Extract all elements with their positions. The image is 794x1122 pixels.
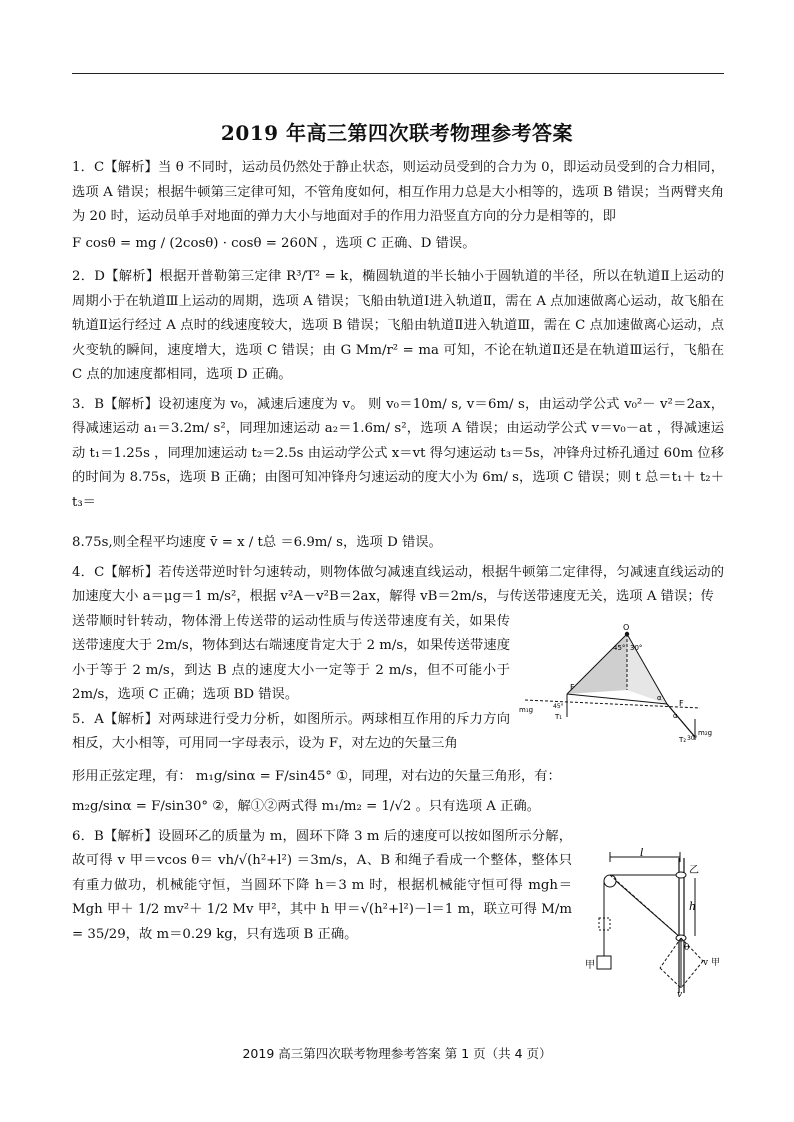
fig1-label-t1: T₁ xyxy=(555,713,563,721)
fig2-label-yi: 乙 xyxy=(689,865,699,876)
fig2-label-theta: θ xyxy=(684,943,690,953)
fig1-label-m2g: m₂g xyxy=(698,729,713,737)
force-diagram-figure xyxy=(515,622,715,752)
answer-5-line2: 形用正弦定理，有： m₁g/sinα = F/sin45° ①，同理，对右边的矢量三角形，有： xyxy=(72,768,561,784)
fig1-label-o: O xyxy=(623,623,630,632)
answer-4-text: 4．C【解析】若传送带逆时针匀速转动，则物体做匀减速直线运动，根据牛顿第二定律得，匀减速直线运动的加速度大小 a＝μg＝1 m/s²，根据 v²A－v²B＝2ax，解得 vB＝2m/s，与传送带速度无关，选项 A 错误；传 xyxy=(72,564,724,604)
fig2-label-v: v xyxy=(677,990,683,998)
answer-1-text: 1．C【解析】当 θ 不同时，运动员仍然处于静止状态，则运动员受到的合力为 0，即运动员受到的合力相同，选项 A 错误；根据牛顿第三定律可知，不管角度如何，相互作用力总是大小相等的，选项 B 错误；当两臂夹角为 20 时，运动员单手对地面的弹力大小与地面对手的作用力沿竖直方向的分力是相等的，即 xyxy=(72,160,724,224)
answer-3-tail: 8.75s,则全程平均速度 v̄ = x / t总 ＝6.9m/ s，选项 D 错误。 xyxy=(72,535,442,550)
fig1-label-30b: 30° xyxy=(687,735,698,742)
answer-5-text: 5．A【解析】对两球进行受力分析，如图所示。两球相互作用的斥力方向相反，大小相等，可用同一字母表示，设为 F，对左边的矢量三角 xyxy=(72,711,510,751)
fig1-label-m1g: m₁g xyxy=(519,706,534,714)
answer-2-text: 2．D【解析】根据开普勒第三定律 R³/T² = k，椭圆轨道的半长轴小于圆轨道的半径，所以在轨道Ⅱ上运动的周期小于在轨道Ⅲ上运动的周期，选项 A 错误；飞船由轨道Ⅰ进入轨道Ⅱ，需在 A 点加速做离心运动，故飞船在轨道Ⅱ运行经过 A 点时的线速度较大，选项 B 错误；飞船由轨道Ⅱ进入轨道Ⅲ，需在 C 点加速做离心运动，点火变轨的瞬间，速度增大，选项 C 错误；由 G Mm/r² = ma 可知，不论在轨道Ⅱ还是在轨道Ⅲ运行，飞船在 C 点的加速度都相同，选项 D 正确。 xyxy=(72,269,724,382)
fig1-label-45b: 45° xyxy=(553,703,564,710)
fig1-label-f-left: F xyxy=(570,683,575,692)
fig2-label-vjia: v 甲 xyxy=(703,958,720,968)
answer-1-tail: ，选项 C 正确、D 错误。 xyxy=(322,235,476,251)
answer-6-text: 6．B【解析】设圆环乙的质量为 m，圆环下降 3 m 后的速度可以按如图所示分解，故可得 v 甲＝vcos θ＝ vh/√(h²+l²) ＝3m/s，A、B 和绳子看成一个整体，整体只有重力做功，机械能守恒，当圆环下降 h＝3 m 时，根据机械能守恒可得 mgh＝Mgh 甲＋ 1/2 mv²＋ 1/2 Mv 甲²，其中 h 甲＝√(h²+l²)－l＝1 m，联立可得 M/m = 35/29，故 m＝0.29 kg，只有选项 B 正确。 xyxy=(72,828,572,942)
fig1-label-f-right: F xyxy=(679,699,684,708)
answer-5-line3: m₂g/sinα = F/sin30° ②，解①②两式得 m₁/m₂ = 1/√2 。只有选项 A 正确。 xyxy=(72,799,540,814)
fig1-label-30: 30° xyxy=(630,644,643,652)
fig1-label-45: 45° xyxy=(613,644,626,652)
fig2-label-l: l xyxy=(640,848,644,859)
fig1-label-alpha-bottom: α xyxy=(673,712,678,720)
page-footer: 2019 高三第四次联考物理参考答案 第 1 页（共 4 页） xyxy=(242,1046,552,1061)
answer-1-equation: F cosθ = mg / (2cosθ) · cosθ = 260N xyxy=(72,235,319,251)
page-title: 2019 年高三第四次联考物理参考答案 xyxy=(220,121,574,145)
answer-3-text: 3．B【解析】设初速度为 v₀，减速后速度为 v。 则 v₀＝10m/ s, v＝6m/ s，由运动学公式 v₀²－ v²＝2ax，得减速运动 a₁＝3.2m/ s²，同理加速运动 a₂＝1.6m/ s²，选项 A 错误；由运动学公式 v＝v₀－at ，得减速运动 t₁＝1.25s ，同理加速运动 t₂＝2.5s 由运动学公式 x＝vt 得匀速运动 t₃＝5s，冲锋舟过桥孔通过 60m 位移的时间为 8.75s，选项 B 正确；由图可知冲锋舟匀速运动的度大小为 6m/ s，选项 C 错误；则 t 总＝t₁＋ t₂＋ t₃＝ xyxy=(72,396,724,510)
fig1-label-alpha-top: α xyxy=(657,694,662,702)
fig2-label-jia: 甲 xyxy=(585,960,595,971)
answer-1-conclusion xyxy=(72,232,724,257)
pulley-ring-figure xyxy=(585,848,720,998)
answer-4-wrap: 送带顺时针转动，物体滑上传送带的运动性质与传送带速度有关，如果传送带速度大于 2m/s，物体到达右端速度肯定大于 2 m/s，如果传送带速度小于等于 2 m/s，到达 B 点的速度大小一定等于 2 m/s，但不可能小于 2m/s，选项 C 正确；选项 BD 错误。 xyxy=(72,613,510,702)
answer-body xyxy=(72,156,724,947)
header-rule xyxy=(72,73,724,74)
fig2-label-h: h xyxy=(689,900,697,913)
fig1-label-t2: T₂ xyxy=(679,736,687,744)
